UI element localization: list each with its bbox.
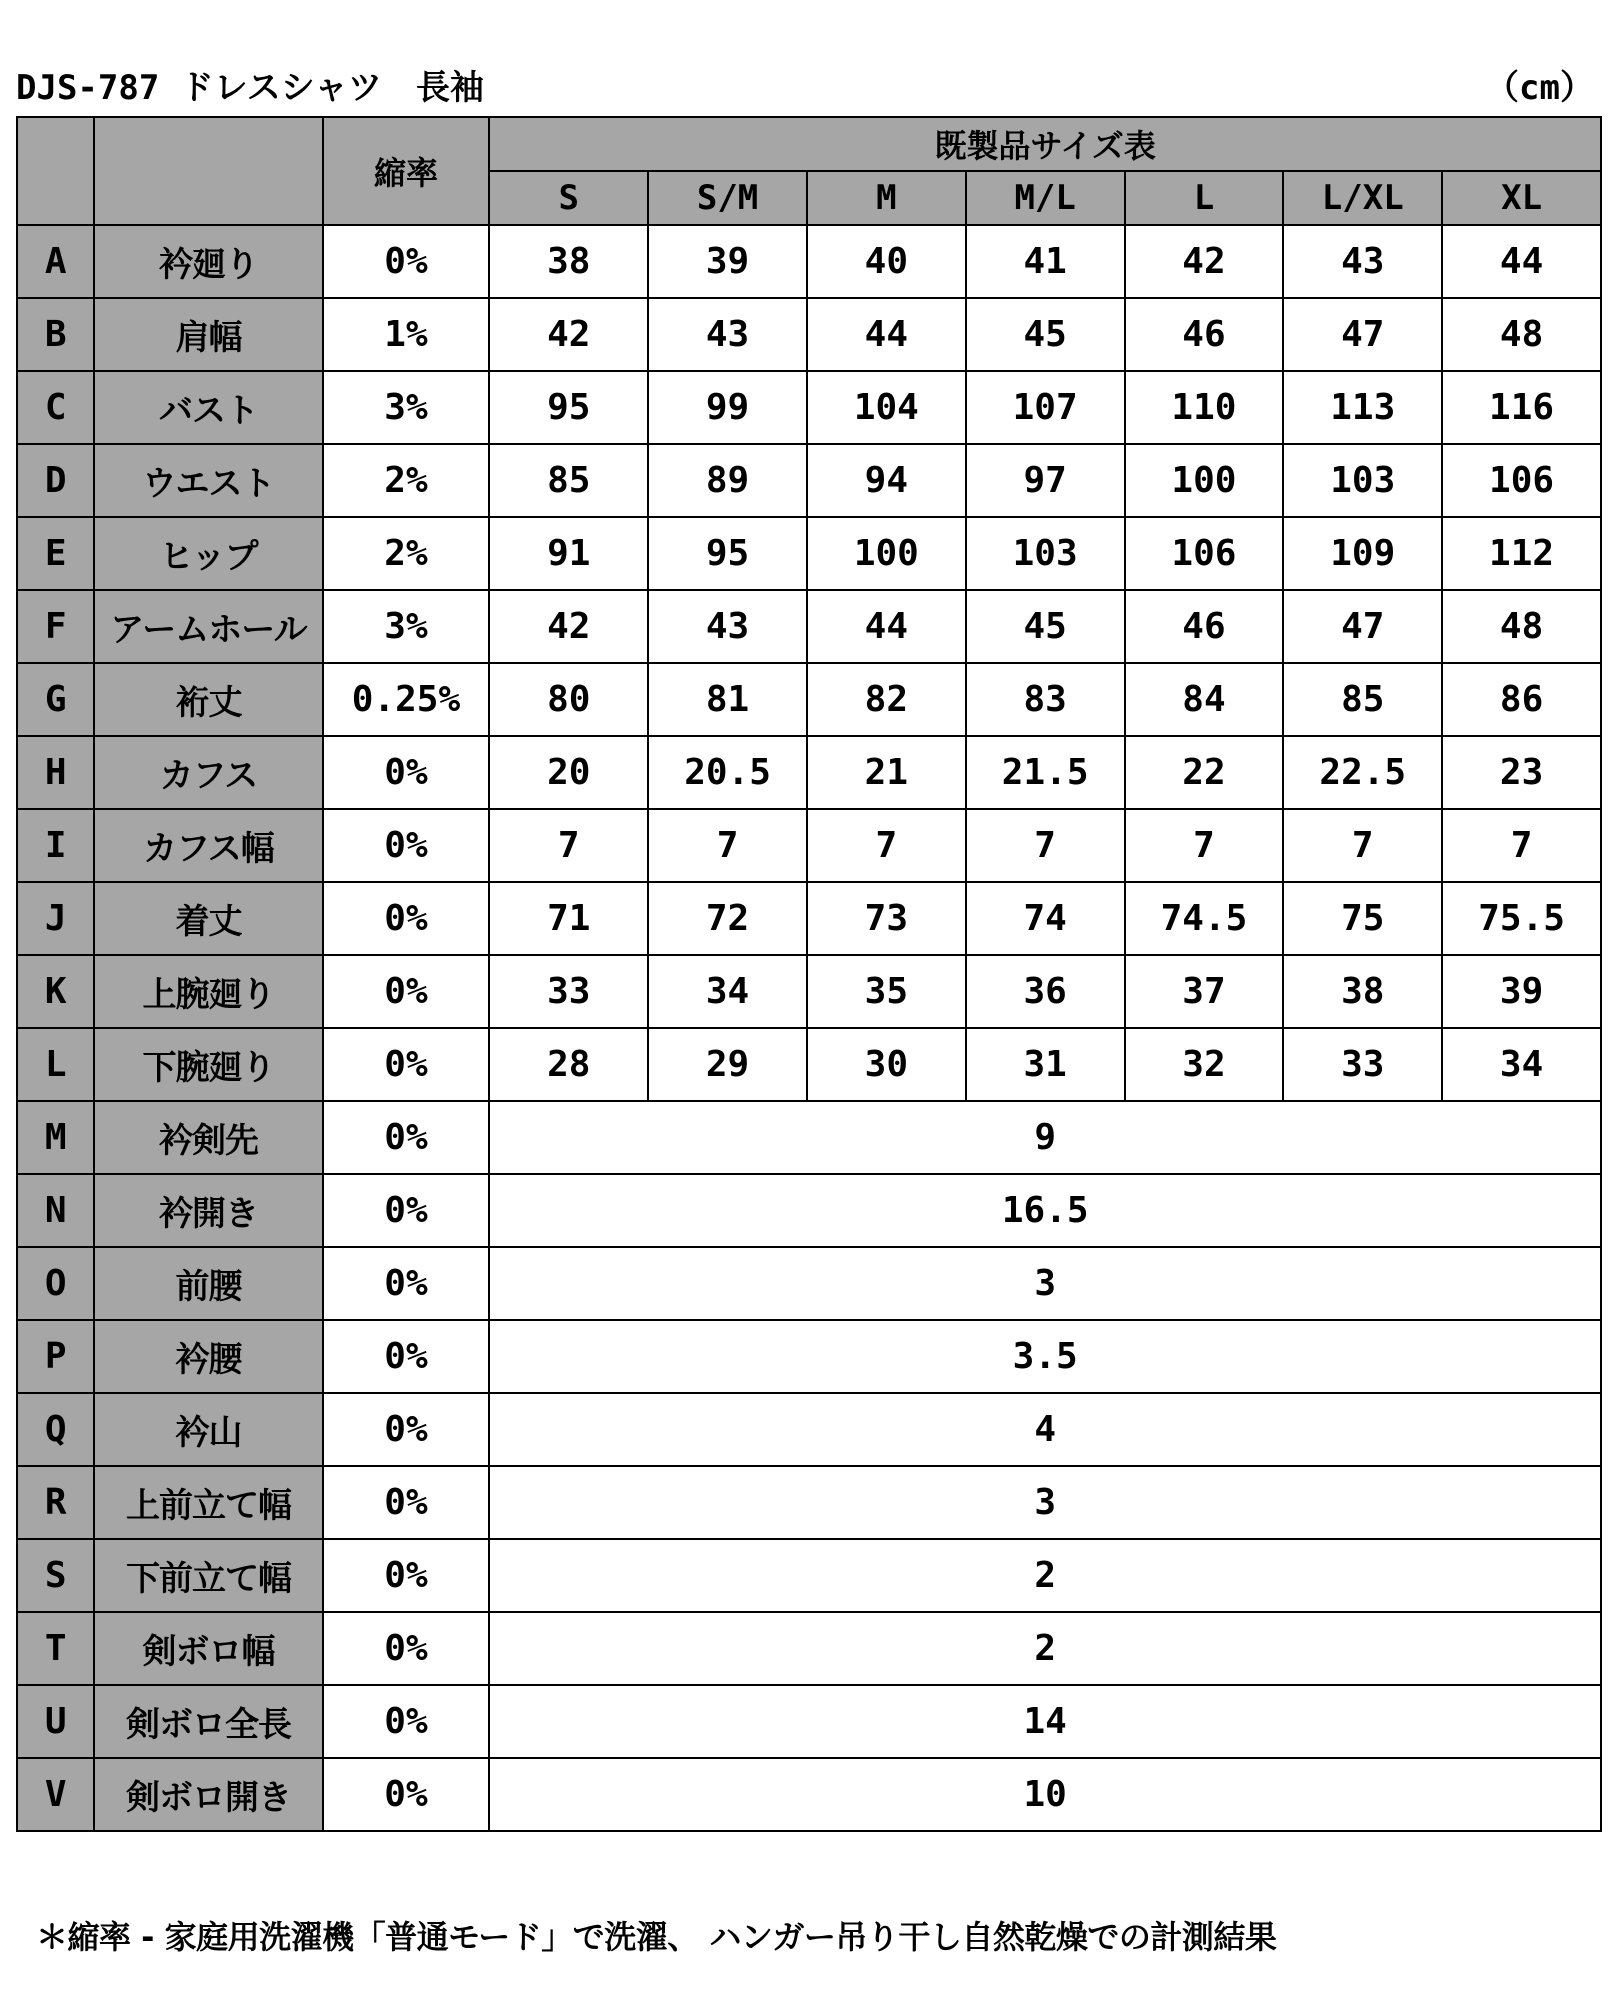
size-value-cell: 80 <box>489 663 648 736</box>
size-value-cell: 43 <box>648 590 807 663</box>
size-value-cell: 42 <box>489 298 648 371</box>
page-header <box>16 50 1594 116</box>
size-value-cell: 21 <box>807 736 966 809</box>
size-value-cell: 36 <box>966 955 1125 1028</box>
row-name-cell: 衿開き <box>94 1174 322 1247</box>
size-value-cell: 103 <box>1283 444 1442 517</box>
size-value-cell: 34 <box>648 955 807 1028</box>
table-row <box>17 736 1601 809</box>
common-value-cell: 2 <box>489 1612 1601 1685</box>
row-name-cell: 前腰 <box>94 1247 322 1320</box>
header-code-cell <box>17 117 94 225</box>
row-code-cell: U <box>17 1685 94 1758</box>
table-row <box>17 517 1601 590</box>
row-shrink-cell: 0% <box>323 1685 490 1758</box>
size-value-cell: 75 <box>1283 882 1442 955</box>
size-value-cell: 74.5 <box>1125 882 1284 955</box>
size-value-cell: 7 <box>648 809 807 882</box>
row-shrink-cell: 0% <box>323 955 490 1028</box>
row-shrink-cell: 2% <box>323 444 490 517</box>
size-value-cell: 34 <box>1442 1028 1601 1101</box>
table-row <box>17 809 1601 882</box>
size-value-cell: 46 <box>1125 298 1284 371</box>
common-value-cell: 9 <box>489 1101 1601 1174</box>
size-value-cell: 82 <box>807 663 966 736</box>
size-header-cell: M/L <box>966 171 1125 225</box>
size-value-cell: 81 <box>648 663 807 736</box>
size-header-cell: S <box>489 171 648 225</box>
row-shrink-cell: 0% <box>323 736 490 809</box>
size-value-cell: 48 <box>1442 590 1601 663</box>
row-shrink-cell: 0% <box>323 809 490 882</box>
size-value-cell: 38 <box>1283 955 1442 1028</box>
common-value-cell: 14 <box>489 1685 1601 1758</box>
header-shrink-cell: 縮率 <box>323 117 490 225</box>
row-code-cell: C <box>17 371 94 444</box>
size-header-cell: S/M <box>648 171 807 225</box>
table-row <box>17 1393 1601 1466</box>
row-name-cell: 剣ボロ全長 <box>94 1685 322 1758</box>
size-value-cell: 72 <box>648 882 807 955</box>
row-code-cell: S <box>17 1539 94 1612</box>
unit-label: （cm） <box>1485 68 1594 108</box>
size-value-cell: 106 <box>1125 517 1284 590</box>
size-value-cell: 112 <box>1442 517 1601 590</box>
table-row <box>17 1101 1601 1174</box>
table-row <box>17 1320 1601 1393</box>
row-shrink-cell: 0% <box>323 1612 490 1685</box>
size-value-cell: 91 <box>489 517 648 590</box>
table-row <box>17 298 1601 371</box>
size-value-cell: 106 <box>1442 444 1601 517</box>
footnote: ＊縮率 - 家庭用洗濯機「普通モード」で洗濯、 ハンガー吊り干し自然乾燥での計測結果 <box>36 1918 1277 1956</box>
table-row <box>17 882 1601 955</box>
size-header-cell: L/XL <box>1283 171 1442 225</box>
row-code-cell: H <box>17 736 94 809</box>
size-value-cell: 95 <box>648 517 807 590</box>
common-value-cell: 3 <box>489 1247 1601 1320</box>
table-row <box>17 1539 1601 1612</box>
row-code-cell: V <box>17 1758 94 1831</box>
common-value-cell: 10 <box>489 1758 1601 1831</box>
size-value-cell: 7 <box>1442 809 1601 882</box>
size-value-cell: 73 <box>807 882 966 955</box>
size-value-cell: 47 <box>1283 590 1442 663</box>
row-code-cell: J <box>17 882 94 955</box>
row-name-cell: 剣ボロ開き <box>94 1758 322 1831</box>
row-code-cell: M <box>17 1101 94 1174</box>
size-value-cell: 104 <box>807 371 966 444</box>
size-value-cell: 39 <box>648 225 807 298</box>
size-header-cell: L <box>1125 171 1284 225</box>
size-value-cell: 28 <box>489 1028 648 1101</box>
size-value-cell: 100 <box>807 517 966 590</box>
row-code-cell: L <box>17 1028 94 1101</box>
size-value-cell: 30 <box>807 1028 966 1101</box>
size-value-cell: 22.5 <box>1283 736 1442 809</box>
table-row <box>17 1758 1601 1831</box>
size-value-cell: 35 <box>807 955 966 1028</box>
common-value-cell: 16.5 <box>489 1174 1601 1247</box>
row-code-cell: Q <box>17 1393 94 1466</box>
row-code-cell: P <box>17 1320 94 1393</box>
size-value-cell: 44 <box>807 298 966 371</box>
size-value-cell: 20.5 <box>648 736 807 809</box>
size-value-cell: 86 <box>1442 663 1601 736</box>
row-shrink-cell: 0.25% <box>323 663 490 736</box>
row-name-cell: バスト <box>94 371 322 444</box>
row-code-cell: E <box>17 517 94 590</box>
common-value-cell: 4 <box>489 1393 1601 1466</box>
size-value-cell: 20 <box>489 736 648 809</box>
size-value-cell: 7 <box>966 809 1125 882</box>
header-row-group <box>17 117 1601 171</box>
size-value-cell: 33 <box>489 955 648 1028</box>
table-row <box>17 590 1601 663</box>
row-name-cell: 下腕廻り <box>94 1028 322 1101</box>
size-value-cell: 75.5 <box>1442 882 1601 955</box>
row-name-cell: 上腕廻り <box>94 955 322 1028</box>
size-value-cell: 89 <box>648 444 807 517</box>
size-value-cell: 42 <box>1125 225 1284 298</box>
row-name-cell: 肩幅 <box>94 298 322 371</box>
table-row <box>17 1174 1601 1247</box>
table-row <box>17 1612 1601 1685</box>
size-value-cell: 113 <box>1283 371 1442 444</box>
row-shrink-cell: 0% <box>323 882 490 955</box>
size-value-cell: 46 <box>1125 590 1284 663</box>
row-code-cell: T <box>17 1612 94 1685</box>
row-name-cell: 衿剣先 <box>94 1101 322 1174</box>
size-value-cell: 40 <box>807 225 966 298</box>
table-row <box>17 444 1601 517</box>
size-value-cell: 85 <box>489 444 648 517</box>
size-value-cell: 33 <box>1283 1028 1442 1101</box>
size-table <box>16 116 1602 1832</box>
size-value-cell: 71 <box>489 882 648 955</box>
size-value-cell: 84 <box>1125 663 1284 736</box>
size-value-cell: 44 <box>807 590 966 663</box>
size-value-cell: 48 <box>1442 298 1601 371</box>
row-shrink-cell: 0% <box>323 1247 490 1320</box>
row-shrink-cell: 0% <box>323 1393 490 1466</box>
size-value-cell: 43 <box>648 298 807 371</box>
row-code-cell: O <box>17 1247 94 1320</box>
row-shrink-cell: 0% <box>323 1466 490 1539</box>
size-header-cell: XL <box>1442 171 1601 225</box>
size-value-cell: 107 <box>966 371 1125 444</box>
size-value-cell: 109 <box>1283 517 1442 590</box>
size-value-cell: 38 <box>489 225 648 298</box>
size-header-cell: M <box>807 171 966 225</box>
row-name-cell: ヒップ <box>94 517 322 590</box>
size-value-cell: 29 <box>648 1028 807 1101</box>
table-row <box>17 1247 1601 1320</box>
row-name-cell: 衿廻り <box>94 225 322 298</box>
size-value-cell: 21.5 <box>966 736 1125 809</box>
size-value-cell: 94 <box>807 444 966 517</box>
size-value-cell: 103 <box>966 517 1125 590</box>
row-name-cell: ウエスト <box>94 444 322 517</box>
row-code-cell: K <box>17 955 94 1028</box>
size-value-cell: 99 <box>648 371 807 444</box>
table-row <box>17 955 1601 1028</box>
row-name-cell: アームホール <box>94 590 322 663</box>
size-value-cell: 45 <box>966 590 1125 663</box>
size-value-cell: 44 <box>1442 225 1601 298</box>
common-value-cell: 3 <box>489 1466 1601 1539</box>
row-name-cell: 衿山 <box>94 1393 322 1466</box>
row-code-cell: B <box>17 298 94 371</box>
row-name-cell: 着丈 <box>94 882 322 955</box>
size-value-cell: 42 <box>489 590 648 663</box>
row-name-cell: 衿腰 <box>94 1320 322 1393</box>
size-value-cell: 47 <box>1283 298 1442 371</box>
size-value-cell: 37 <box>1125 955 1284 1028</box>
row-shrink-cell: 0% <box>323 1539 490 1612</box>
size-value-cell: 39 <box>1442 955 1601 1028</box>
row-code-cell: R <box>17 1466 94 1539</box>
row-shrink-cell: 0% <box>323 1320 490 1393</box>
row-code-cell: N <box>17 1174 94 1247</box>
size-value-cell: 83 <box>966 663 1125 736</box>
table-row <box>17 371 1601 444</box>
size-value-cell: 116 <box>1442 371 1601 444</box>
row-name-cell: 裄丈 <box>94 663 322 736</box>
size-value-cell: 31 <box>966 1028 1125 1101</box>
common-value-cell: 3.5 <box>489 1320 1601 1393</box>
row-shrink-cell: 2% <box>323 517 490 590</box>
size-value-cell: 97 <box>966 444 1125 517</box>
table-body <box>17 225 1601 1831</box>
page-title: DJS-787 ドレスシャツ 長袖 <box>16 68 485 108</box>
row-name-cell: 下前立て幅 <box>94 1539 322 1612</box>
table-row <box>17 225 1601 298</box>
row-code-cell: F <box>17 590 94 663</box>
size-value-cell: 7 <box>1283 809 1442 882</box>
row-name-cell: 剣ボロ幅 <box>94 1612 322 1685</box>
size-value-cell: 95 <box>489 371 648 444</box>
size-value-cell: 7 <box>489 809 648 882</box>
row-shrink-cell: 0% <box>323 225 490 298</box>
size-value-cell: 100 <box>1125 444 1284 517</box>
table-row <box>17 1466 1601 1539</box>
row-shrink-cell: 0% <box>323 1758 490 1831</box>
row-name-cell: カフス幅 <box>94 809 322 882</box>
size-value-cell: 45 <box>966 298 1125 371</box>
row-name-cell: カフス <box>94 736 322 809</box>
row-code-cell: I <box>17 809 94 882</box>
common-value-cell: 2 <box>489 1539 1601 1612</box>
row-shrink-cell: 3% <box>323 371 490 444</box>
row-shrink-cell: 0% <box>323 1101 490 1174</box>
size-value-cell: 22 <box>1125 736 1284 809</box>
size-value-cell: 74 <box>966 882 1125 955</box>
row-code-cell: A <box>17 225 94 298</box>
size-value-cell: 23 <box>1442 736 1601 809</box>
row-shrink-cell: 3% <box>323 590 490 663</box>
size-value-cell: 7 <box>807 809 966 882</box>
header-name-cell <box>94 117 322 225</box>
size-value-cell: 41 <box>966 225 1125 298</box>
row-shrink-cell: 1% <box>323 298 490 371</box>
row-code-cell: G <box>17 663 94 736</box>
table-row <box>17 1685 1601 1758</box>
size-value-cell: 7 <box>1125 809 1284 882</box>
size-value-cell: 110 <box>1125 371 1284 444</box>
size-value-cell: 32 <box>1125 1028 1284 1101</box>
header-group-cell: 既製品サイズ表 <box>489 117 1601 171</box>
table-row <box>17 1028 1601 1101</box>
table-row <box>17 663 1601 736</box>
row-code-cell: D <box>17 444 94 517</box>
row-shrink-cell: 0% <box>323 1174 490 1247</box>
size-value-cell: 43 <box>1283 225 1442 298</box>
row-shrink-cell: 0% <box>323 1028 490 1101</box>
size-value-cell: 85 <box>1283 663 1442 736</box>
row-name-cell: 上前立て幅 <box>94 1466 322 1539</box>
